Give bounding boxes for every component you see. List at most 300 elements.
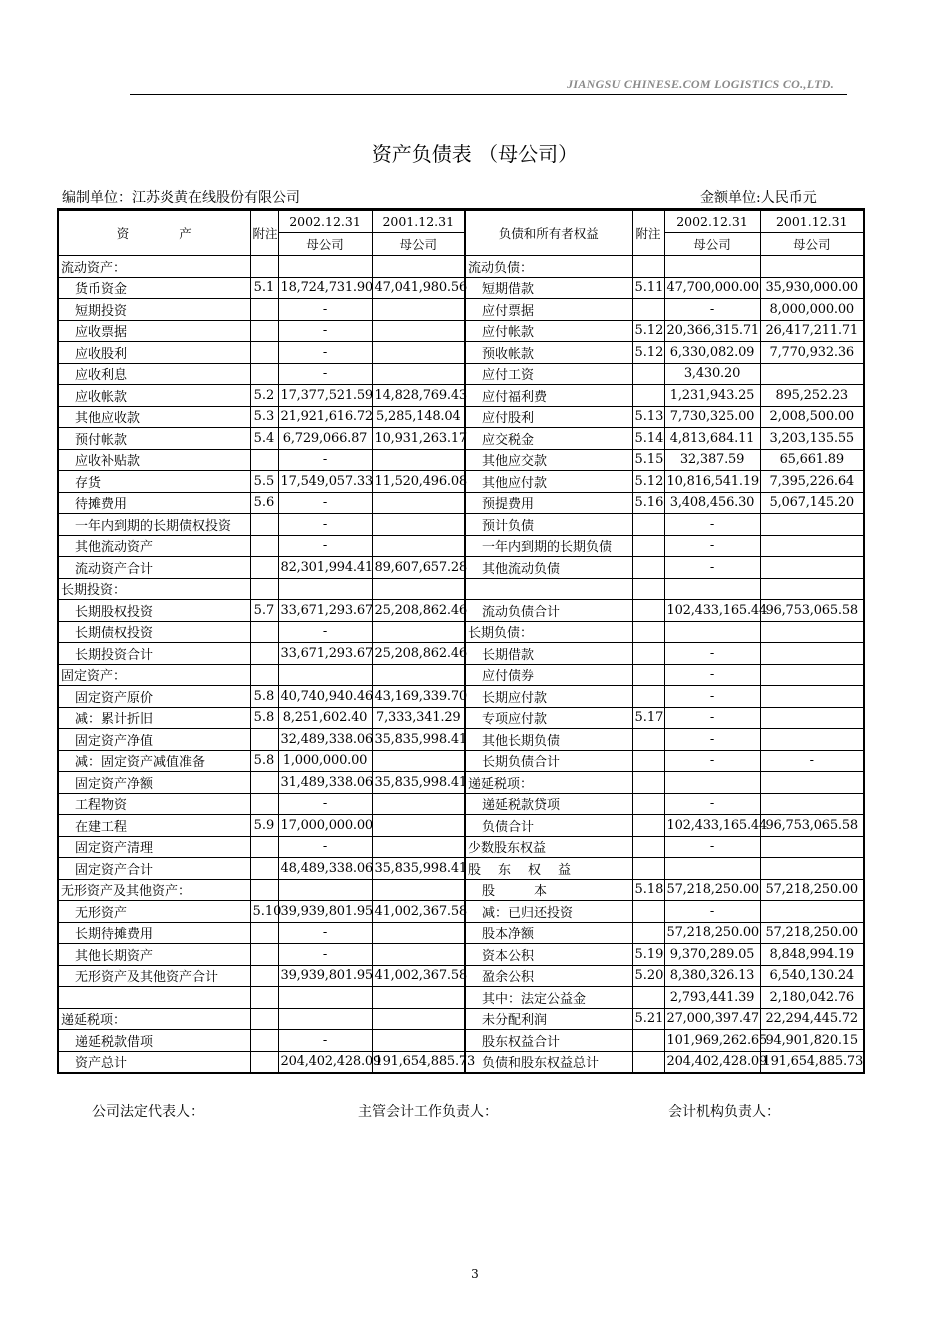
asset-label: 工程物资 bbox=[58, 793, 250, 815]
asset-label: 流动资产： bbox=[58, 256, 250, 278]
asset-label: 减：固定资产减值准备 bbox=[58, 750, 250, 772]
table-row bbox=[58, 299, 864, 321]
liability-value-current: - bbox=[664, 793, 760, 815]
asset-note bbox=[250, 643, 278, 665]
asset-value-current: - bbox=[278, 1030, 372, 1052]
asset-value-prior bbox=[372, 514, 465, 536]
asset-note bbox=[250, 987, 278, 1009]
asset-note: 5.1 bbox=[250, 277, 278, 299]
liability-note bbox=[632, 299, 664, 321]
liability-label: 其他流动负债 bbox=[465, 557, 632, 579]
asset-label: 递延税项： bbox=[58, 1008, 250, 1030]
table-row bbox=[58, 965, 864, 987]
table-row bbox=[58, 1008, 864, 1030]
asset-value-prior: 41,002,367.58 bbox=[372, 901, 465, 923]
liability-value-current: 3,430.20 bbox=[664, 363, 760, 385]
asset-value-prior bbox=[372, 535, 465, 557]
liability-value-current bbox=[664, 772, 760, 794]
asset-value-prior bbox=[372, 449, 465, 471]
table-header bbox=[58, 210, 864, 256]
asset-value-current: - bbox=[278, 363, 372, 385]
asset-label: 长期投资合计 bbox=[58, 643, 250, 665]
liability-value-current: - bbox=[664, 664, 760, 686]
asset-value-prior bbox=[372, 299, 465, 321]
asset-note bbox=[250, 256, 278, 278]
liability-value-current: 10,816,541.19 bbox=[664, 471, 760, 493]
liability-value-prior: 22,294,445.72 bbox=[760, 1008, 864, 1030]
asset-label: 长期股权投资 bbox=[58, 600, 250, 622]
table-row bbox=[58, 729, 864, 751]
liability-note: 5.12 bbox=[632, 320, 664, 342]
liability-value-current: 101,969,262.65 bbox=[664, 1030, 760, 1052]
asset-note: 5.3 bbox=[250, 406, 278, 428]
asset-note bbox=[250, 1051, 278, 1073]
asset-label: 一年内到期的长期债权投资 bbox=[58, 514, 250, 536]
liability-label: 负债合计 bbox=[465, 815, 632, 837]
liability-value-prior: 96,753,065.58 bbox=[760, 815, 864, 837]
liability-value-prior: 96,753,065.58 bbox=[760, 600, 864, 622]
asset-value-prior bbox=[372, 815, 465, 837]
table-row bbox=[58, 944, 864, 966]
liability-value-current: 3,408,456.30 bbox=[664, 492, 760, 514]
asset-value-current bbox=[278, 578, 372, 600]
table-row bbox=[58, 858, 864, 880]
liability-value-prior bbox=[760, 858, 864, 880]
asset-note bbox=[250, 729, 278, 751]
asset-label: 应收帐款 bbox=[58, 385, 250, 407]
asset-label: 其他应收款 bbox=[58, 406, 250, 428]
liability-value-current: 32,387.59 bbox=[664, 449, 760, 471]
liabilities-sub-prior: 母公司 bbox=[760, 233, 864, 256]
liability-label: 股本净额 bbox=[465, 922, 632, 944]
asset-value-current bbox=[278, 879, 372, 901]
assets-date-current: 2002.12.31 bbox=[278, 210, 372, 233]
asset-value-prior: 89,607,657.28 bbox=[372, 557, 465, 579]
table-row bbox=[58, 428, 864, 450]
asset-note bbox=[250, 922, 278, 944]
asset-label: 长期债权投资 bbox=[58, 621, 250, 643]
asset-value-current: 17,549,057.33 bbox=[278, 471, 372, 493]
asset-value-prior bbox=[372, 836, 465, 858]
liability-label: 应付帐款 bbox=[465, 320, 632, 342]
assets-note-header: 附注 bbox=[250, 210, 278, 256]
liability-value-prior: 2,008,500.00 bbox=[760, 406, 864, 428]
asset-value-current: 40,740,940.46 bbox=[278, 686, 372, 708]
liability-note: 5.17 bbox=[632, 707, 664, 729]
liability-value-prior: 8,000,000.00 bbox=[760, 299, 864, 321]
liability-value-prior bbox=[760, 643, 864, 665]
liability-value-prior bbox=[760, 557, 864, 579]
asset-label: 应收股利 bbox=[58, 342, 250, 364]
table-row bbox=[58, 363, 864, 385]
liability-note bbox=[632, 514, 664, 536]
liability-label: 应付票据 bbox=[465, 299, 632, 321]
asset-value-prior bbox=[372, 363, 465, 385]
asset-value-prior bbox=[372, 256, 465, 278]
asset-value-current: 17,000,000.00 bbox=[278, 815, 372, 837]
asset-value-current bbox=[278, 256, 372, 278]
liability-value-current: 57,218,250.00 bbox=[664, 879, 760, 901]
asset-value-prior: 35,835,998.41 bbox=[372, 772, 465, 794]
liability-label: 流动负债合计 bbox=[465, 600, 632, 622]
liability-label: 长期应付款 bbox=[465, 686, 632, 708]
asset-value-prior: 43,169,339.70 bbox=[372, 686, 465, 708]
asset-value-current bbox=[278, 1008, 372, 1030]
asset-value-prior bbox=[372, 750, 465, 772]
liability-note: 5.19 bbox=[632, 944, 664, 966]
liability-label: 长期负债合计 bbox=[465, 750, 632, 772]
table-row bbox=[58, 600, 864, 622]
liability-label: 预收帐款 bbox=[465, 342, 632, 364]
asset-label: 存货 bbox=[58, 471, 250, 493]
liability-value-prior bbox=[760, 514, 864, 536]
asset-value-prior bbox=[372, 1030, 465, 1052]
table-row bbox=[58, 772, 864, 794]
table-row bbox=[58, 492, 864, 514]
table-row bbox=[58, 922, 864, 944]
liability-value-current: 4,813,684.11 bbox=[664, 428, 760, 450]
liability-value-current: - bbox=[664, 535, 760, 557]
liability-value-current: 47,700,000.00 bbox=[664, 277, 760, 299]
liability-note bbox=[632, 858, 664, 880]
asset-value-prior bbox=[372, 621, 465, 643]
table-row bbox=[58, 901, 864, 923]
liability-value-prior: 94,901,820.15 bbox=[760, 1030, 864, 1052]
asset-value-current: - bbox=[278, 621, 372, 643]
asset-label: 固定资产净额 bbox=[58, 772, 250, 794]
liability-value-current: 7,730,325.00 bbox=[664, 406, 760, 428]
asset-label: 流动资产合计 bbox=[58, 557, 250, 579]
asset-note bbox=[250, 1008, 278, 1030]
asset-note bbox=[250, 879, 278, 901]
liability-label: 其中：法定公益金 bbox=[465, 987, 632, 1009]
asset-value-prior: 7,333,341.29 bbox=[372, 707, 465, 729]
asset-note bbox=[250, 858, 278, 880]
liability-label: 递延税项： bbox=[465, 772, 632, 794]
balance-sheet-table bbox=[57, 208, 865, 1074]
liability-value-prior: 7,770,932.36 bbox=[760, 342, 864, 364]
asset-label: 货币资金 bbox=[58, 277, 250, 299]
liability-value-current bbox=[664, 578, 760, 600]
liability-label: 股 东 权 益 bbox=[465, 858, 632, 880]
asset-note: 5.10 bbox=[250, 901, 278, 923]
asset-value-prior: 10,931,263.17 bbox=[372, 428, 465, 450]
asset-note: 5.9 bbox=[250, 815, 278, 837]
table-row bbox=[58, 879, 864, 901]
asset-value-prior: 25,208,862.46 bbox=[372, 643, 465, 665]
liability-value-current: - bbox=[664, 514, 760, 536]
table-body bbox=[58, 256, 864, 1073]
liability-label: 其他应付款 bbox=[465, 471, 632, 493]
liability-label: 其他长期负债 bbox=[465, 729, 632, 751]
asset-value-prior: 47,041,980.56 bbox=[372, 277, 465, 299]
asset-note bbox=[250, 772, 278, 794]
liability-value-prior: 191,654,885.73 bbox=[760, 1051, 864, 1073]
liability-note bbox=[632, 256, 664, 278]
liabilities-date-prior: 2001.12.31 bbox=[760, 210, 864, 233]
asset-value-prior: 14,828,769.43 bbox=[372, 385, 465, 407]
liability-note: 5.13 bbox=[632, 406, 664, 428]
liability-value-prior: 6,540,130.24 bbox=[760, 965, 864, 987]
liability-value-prior bbox=[760, 686, 864, 708]
asset-value-current: - bbox=[278, 535, 372, 557]
liability-note bbox=[632, 772, 664, 794]
asset-value-prior bbox=[372, 922, 465, 944]
liability-label: 一年内到期的长期负债 bbox=[465, 535, 632, 557]
asset-note bbox=[250, 320, 278, 342]
asset-label: 固定资产净值 bbox=[58, 729, 250, 751]
liability-value-current bbox=[664, 858, 760, 880]
liability-note bbox=[632, 901, 664, 923]
asset-value-current: - bbox=[278, 449, 372, 471]
asset-value-current: 17,377,521.59 bbox=[278, 385, 372, 407]
table-row bbox=[58, 385, 864, 407]
asset-value-current: - bbox=[278, 836, 372, 858]
liability-note bbox=[632, 922, 664, 944]
liability-note bbox=[632, 363, 664, 385]
liability-label: 减：已归还投资 bbox=[465, 901, 632, 923]
table-row bbox=[58, 750, 864, 772]
asset-value-prior bbox=[372, 492, 465, 514]
liability-label: 未分配利润 bbox=[465, 1008, 632, 1030]
assets-sub-prior: 母公司 bbox=[372, 233, 465, 256]
table-row bbox=[58, 514, 864, 536]
asset-value-prior bbox=[372, 320, 465, 342]
liability-value-current: - bbox=[664, 836, 760, 858]
table-row bbox=[58, 557, 864, 579]
asset-value-prior: 5,285,148.04 bbox=[372, 406, 465, 428]
asset-value-current: 48,489,338.06 bbox=[278, 858, 372, 880]
liabilities-sub-current: 母公司 bbox=[664, 233, 760, 256]
asset-label: 待摊费用 bbox=[58, 492, 250, 514]
liability-value-prior: 2,180,042.76 bbox=[760, 987, 864, 1009]
liability-note: 5.14 bbox=[632, 428, 664, 450]
table-row bbox=[58, 686, 864, 708]
asset-note bbox=[250, 1030, 278, 1052]
asset-label: 固定资产： bbox=[58, 664, 250, 686]
page-title: 资产负债表 （母公司） bbox=[371, 142, 579, 166]
asset-note bbox=[250, 944, 278, 966]
asset-label: 固定资产清理 bbox=[58, 836, 250, 858]
liability-value-current: 27,000,397.47 bbox=[664, 1008, 760, 1030]
table-row bbox=[58, 836, 864, 858]
liability-value-prior bbox=[760, 578, 864, 600]
liability-note: 5.15 bbox=[632, 449, 664, 471]
table-row bbox=[58, 578, 864, 600]
asset-value-current: - bbox=[278, 299, 372, 321]
asset-value-current: 21,921,616.72 bbox=[278, 406, 372, 428]
liability-value-prior: 8,848,994.19 bbox=[760, 944, 864, 966]
company-name-header: JIANGSU CHINESE.COM LOGISTICS CO.,LTD. bbox=[567, 77, 834, 91]
asset-label: 其他长期资产 bbox=[58, 944, 250, 966]
asset-note bbox=[250, 664, 278, 686]
asset-value-current: 82,301,994.41 bbox=[278, 557, 372, 579]
liability-value-prior: 57,218,250.00 bbox=[760, 879, 864, 901]
liability-note: 5.18 bbox=[632, 879, 664, 901]
asset-value-current: - bbox=[278, 492, 372, 514]
accounting-head-label: 会计机构负责人： bbox=[668, 1104, 780, 1120]
liability-value-prior bbox=[760, 621, 864, 643]
asset-label: 其他流动资产 bbox=[58, 535, 250, 557]
liability-note bbox=[632, 664, 664, 686]
liability-label: 少数股东权益 bbox=[465, 836, 632, 858]
liability-note bbox=[632, 1051, 664, 1073]
liability-value-prior: 7,395,226.64 bbox=[760, 471, 864, 493]
asset-note bbox=[250, 578, 278, 600]
liability-value-prior: 65,661.89 bbox=[760, 449, 864, 471]
table-row bbox=[58, 987, 864, 1009]
asset-value-current: - bbox=[278, 922, 372, 944]
table-row bbox=[58, 1030, 864, 1052]
liability-note: 5.21 bbox=[632, 1008, 664, 1030]
asset-value-prior bbox=[372, 578, 465, 600]
liability-value-prior bbox=[760, 729, 864, 751]
liability-value-current: - bbox=[664, 729, 760, 751]
liability-value-current: 57,218,250.00 bbox=[664, 922, 760, 944]
liability-value-prior: 5,067,145.20 bbox=[760, 492, 864, 514]
asset-note bbox=[250, 299, 278, 321]
liability-label: 短期借款 bbox=[465, 277, 632, 299]
asset-value-current: 39,939,801.95 bbox=[278, 901, 372, 923]
liability-value-current: - bbox=[664, 750, 760, 772]
asset-note: 5.2 bbox=[250, 385, 278, 407]
liability-note bbox=[632, 987, 664, 1009]
assets-date-prior: 2001.12.31 bbox=[372, 210, 465, 233]
liability-value-prior: 57,218,250.00 bbox=[760, 922, 864, 944]
asset-value-current: - bbox=[278, 514, 372, 536]
asset-note bbox=[250, 514, 278, 536]
liability-note bbox=[632, 621, 664, 643]
asset-value-prior bbox=[372, 879, 465, 901]
liability-value-prior bbox=[760, 793, 864, 815]
liabilities-note-header: 附注 bbox=[632, 210, 664, 256]
legal-representative-label: 公司法定代表人： bbox=[92, 1104, 204, 1120]
asset-value-prior: 25,208,862.46 bbox=[372, 600, 465, 622]
asset-value-prior bbox=[372, 342, 465, 364]
liability-label: 应付债券 bbox=[465, 664, 632, 686]
asset-note bbox=[250, 342, 278, 364]
liability-label: 股东权益合计 bbox=[465, 1030, 632, 1052]
chief-accountant-label: 主管会计工作负责人： bbox=[358, 1104, 498, 1120]
liability-note bbox=[632, 385, 664, 407]
asset-label: 长期投资： bbox=[58, 578, 250, 600]
liability-note: 5.12 bbox=[632, 342, 664, 364]
liability-value-prior bbox=[760, 707, 864, 729]
table-row bbox=[58, 449, 864, 471]
liability-note bbox=[632, 557, 664, 579]
asset-note bbox=[250, 449, 278, 471]
table-row bbox=[58, 664, 864, 686]
table-row bbox=[58, 320, 864, 342]
table-row bbox=[58, 1051, 864, 1073]
table-row bbox=[58, 277, 864, 299]
liability-note bbox=[632, 793, 664, 815]
liability-value-current: 2,793,441.39 bbox=[664, 987, 760, 1009]
liability-label bbox=[465, 578, 632, 600]
liabilities-date-current: 2002.12.31 bbox=[664, 210, 760, 233]
asset-label: 递延税款借项 bbox=[58, 1030, 250, 1052]
asset-note bbox=[250, 836, 278, 858]
liability-note: 5.20 bbox=[632, 965, 664, 987]
asset-note: 5.8 bbox=[250, 707, 278, 729]
asset-value-current: 8,251,602.40 bbox=[278, 707, 372, 729]
liability-value-current bbox=[664, 621, 760, 643]
liability-note bbox=[632, 750, 664, 772]
asset-note bbox=[250, 557, 278, 579]
liability-value-current: - bbox=[664, 557, 760, 579]
asset-label: 应收利息 bbox=[58, 363, 250, 385]
asset-value-current: 39,939,801.95 bbox=[278, 965, 372, 987]
asset-note bbox=[250, 535, 278, 557]
asset-note: 5.6 bbox=[250, 492, 278, 514]
preparer-label: 编制单位：江苏炎黄在线股份有限公司 bbox=[62, 190, 300, 206]
asset-value-current: 18,724,731.90 bbox=[278, 277, 372, 299]
liability-note bbox=[632, 836, 664, 858]
liability-value-current: - bbox=[664, 643, 760, 665]
asset-note bbox=[250, 793, 278, 815]
liability-value-prior bbox=[760, 256, 864, 278]
liability-label: 资本公积 bbox=[465, 944, 632, 966]
asset-label: 在建工程 bbox=[58, 815, 250, 837]
liability-label: 应付福利费 bbox=[465, 385, 632, 407]
asset-value-prior bbox=[372, 1008, 465, 1030]
asset-label: 预付帐款 bbox=[58, 428, 250, 450]
liability-value-prior bbox=[760, 836, 864, 858]
table-row bbox=[58, 707, 864, 729]
liability-note bbox=[632, 686, 664, 708]
liability-value-current bbox=[664, 256, 760, 278]
asset-note: 5.4 bbox=[250, 428, 278, 450]
liability-value-prior bbox=[760, 535, 864, 557]
liability-label: 递延税款贷项 bbox=[465, 793, 632, 815]
liability-value-prior: 26,417,211.71 bbox=[760, 320, 864, 342]
liability-label: 预提费用 bbox=[465, 492, 632, 514]
header-rule bbox=[130, 94, 847, 95]
asset-note bbox=[250, 363, 278, 385]
liability-note bbox=[632, 578, 664, 600]
liability-value-prior: 895,252.23 bbox=[760, 385, 864, 407]
table-row bbox=[58, 406, 864, 428]
asset-label: 无形资产 bbox=[58, 901, 250, 923]
liability-value-current: 102,433,165.44 bbox=[664, 600, 760, 622]
liability-label: 负债和股东权益总计 bbox=[465, 1051, 632, 1073]
currency-unit-label: 金额单位:人民币元 bbox=[700, 190, 817, 206]
liability-value-prior: - bbox=[760, 750, 864, 772]
asset-value-prior: 41,002,367.58 bbox=[372, 965, 465, 987]
asset-value-prior bbox=[372, 793, 465, 815]
liability-value-prior bbox=[760, 772, 864, 794]
asset-label: 应收补贴款 bbox=[58, 449, 250, 471]
liability-value-current: 102,433,165.44 bbox=[664, 815, 760, 837]
asset-label: 减：累计折旧 bbox=[58, 707, 250, 729]
asset-label: 无形资产及其他资产合计 bbox=[58, 965, 250, 987]
liability-value-current: - bbox=[664, 299, 760, 321]
liability-value-prior bbox=[760, 363, 864, 385]
assets-sub-current: 母公司 bbox=[278, 233, 372, 256]
asset-note: 5.5 bbox=[250, 471, 278, 493]
liability-value-current: 8,380,326.13 bbox=[664, 965, 760, 987]
asset-value-current: - bbox=[278, 342, 372, 364]
liability-value-current: 1,231,943.25 bbox=[664, 385, 760, 407]
asset-label bbox=[58, 987, 250, 1009]
liability-note bbox=[632, 600, 664, 622]
liability-label: 应付股利 bbox=[465, 406, 632, 428]
asset-label: 应收票据 bbox=[58, 320, 250, 342]
asset-value-current: 33,671,293.67 bbox=[278, 643, 372, 665]
liability-value-current: 9,370,289.05 bbox=[664, 944, 760, 966]
table-row bbox=[58, 643, 864, 665]
table-row bbox=[58, 815, 864, 837]
